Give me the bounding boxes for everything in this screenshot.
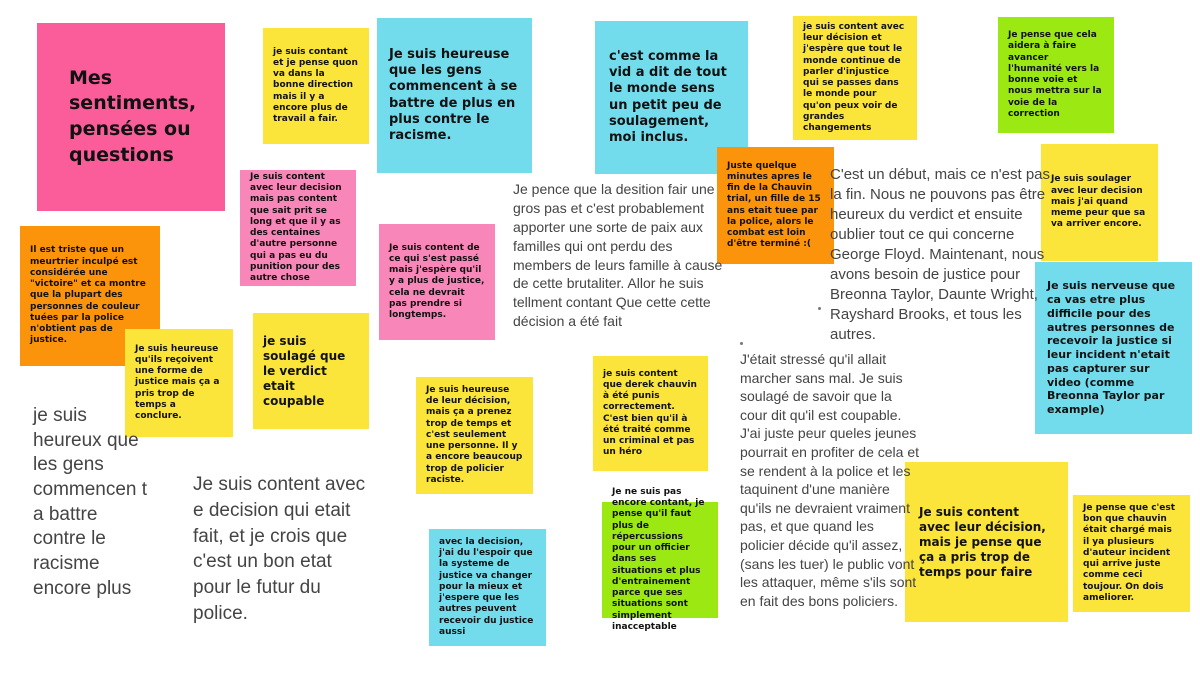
sticky-note[interactable]	[416, 377, 533, 494]
sticky-note[interactable]	[793, 16, 917, 140]
sticky-note-text: Je suis nerveuse que ca vas etre plus difficile pour des autres personnes de recevoir la justice si leur incident n'etait pas capturer sur video (comme Breonna Taylor par example)	[1047, 279, 1176, 416]
text-block-content: C'est un début, mais ce n'est pas la fin. Nous ne pouvons pas être heureux du verdict et ensuite oublier tout ce qui concerne George Floyd. Maintenant, nous avons besoin de justice pour Breonna Taylor, Daunte Wright, Rayshard Brooks, et tous les autres.	[830, 166, 1051, 343]
sticky-note-text: c'est comme la vid a dit de tout le monde sens un petit peu de soulagement, moi inclus.	[609, 48, 727, 145]
sticky-note[interactable]	[1035, 262, 1192, 434]
sticky-note-text: Je pense que c'est bon que chauvin était chargé mais il ya plusieurs d'auteur incident qui arrive juste comme ceci toujour. On dois ameliorer.	[1083, 502, 1176, 603]
sticky-note[interactable]	[593, 356, 708, 471]
sticky-note-text: Je pense que cela aidera à faire avancer l'humanité vers la bonne voie et nous mettra sur la voie de la correction	[1008, 30, 1102, 119]
sticky-note[interactable]	[263, 28, 369, 144]
sticky-note[interactable]	[429, 529, 546, 646]
sticky-note-text: Je suis soulager avec leur decision mais j'ai quand meme peur que sa va arriver encore.	[1051, 174, 1146, 230]
sticky-note-text: Je suis heureuse qu'ils reçoivent une forme de justice mais ça a pris trop de temps a conclure.	[135, 343, 220, 422]
sticky-note-text: Je suis content avec leur décision, mais je pense que ça a pris trop de temps pour faire	[919, 504, 1046, 579]
sticky-note[interactable]	[602, 486, 718, 632]
text-block-content: Je pence que la desition fair une gros pas et c'est probablement apporter une sorte de paix aux familles qui ont perdu des members de leurs famille à cause de cette brutaliter. Allor he suis tellment contant Que cette cette décision a été fait	[513, 181, 723, 330]
sticky-note[interactable]	[905, 462, 1068, 622]
stray-dot	[818, 307, 821, 310]
board-title: Mes sentiments, pensées ou questions	[69, 66, 197, 166]
sticky-note[interactable]	[1041, 144, 1158, 261]
sticky-note-text: Je ne suis pas encore contant, je pense qu'il faut plus de répercussions pour un officier dans ses situations et plus d'entrainement parce que ses situations sont simplement inacceptable	[612, 486, 705, 632]
sticky-note[interactable]	[379, 224, 495, 340]
sticky-note[interactable]	[253, 313, 369, 429]
sticky-note[interactable]	[998, 17, 1114, 133]
sticky-note-text: Je suis heureuse que les gens commencent à se battre de plus en plus contre le racisme.	[389, 46, 518, 143]
title-sticky-note[interactable]	[37, 23, 225, 211]
text-block[interactable]	[740, 350, 920, 611]
text-block-content: je suis heureux que les gens commencen t a battre contre le racisme encore plus	[33, 405, 148, 599]
text-block[interactable]	[830, 165, 1055, 344]
sticky-note[interactable]	[240, 170, 356, 286]
sticky-note-text: Il est triste que un meurtrier inculpé est considérée une "victoire" et ca montre que la plupart des personnes de couleur tuées par la police n'obtient pas de justice.	[30, 245, 146, 346]
sticky-note[interactable]	[717, 147, 834, 264]
sticky-note-text: Je suis content avec leur decision mais pas content que sait prit se long et que il y as des centaines d'autre personne qui a pas eu du punition pour des autre chose	[250, 171, 342, 283]
sticky-note-text: je suis contant et je pense quon va dans la bonne direction mais il y a encore plus de travail a fair.	[273, 46, 358, 125]
sticky-note[interactable]	[1073, 495, 1190, 612]
sticky-note[interactable]	[377, 18, 532, 173]
sticky-note-text: je suis content que derek chauvin à été punis correctement. C'est bien qu'il à été traité comme un criminal et pas un héro	[603, 368, 697, 458]
sticky-note-text: Je suis heureuse de leur décision, mais ça a prenez trop de temps et c'est seulement une personne. Il y a encore beaucoup trop de policier raciste.	[426, 384, 523, 485]
text-block-content: Je suis content avec e decision qui etait fait, et je crois que c'est un bon etat pour le futur du police.	[193, 474, 366, 625]
text-block[interactable]	[513, 180, 723, 331]
text-block-content: J'était stressé qu'il allait marcher sans mal. Je suis soulagé de savoir que la cour dit qu'il est coupable. J'ai juste peur queles jeunes pourrait en profiter de cela et se rendent à la police et les taquinent d'une manière qu'ils ne devraient vraiment pas, et que quand les policier décide qu'il assez, (sans les tuer) le public vont les attaquer, même s'ils sont en fait des bons policiers.	[740, 351, 919, 609]
sticky-note-text: je suis content avec leur décision et j'espère que tout le monde continue de parler d'injustice qui se passes dans le monde pour qu'on peux voir de grandes changements	[803, 21, 905, 133]
sticky-note-text: je suis soulagé que le verdict etait coupable	[263, 333, 346, 408]
sticky-note-text: Je suis content de ce qui s'est passé mais j'espère qu'il y a plus de justice, cela ne devrait pas prendre si longtemps.	[389, 242, 485, 321]
text-block[interactable]	[33, 404, 151, 602]
sticky-note-text: avec la decision, j'ai du l'espoir que la systeme de justice va changer pour la mieux et j'espere que les autres peuvent recevoir du justice aussi	[439, 536, 534, 637]
sticky-note-text: Juste quelque minutes apres le fin de la Chauvin trial, un fille de 15 ans etait tuee par la police, alors le combat est loin d'être terminé :(	[727, 160, 821, 250]
stray-dot	[740, 342, 743, 345]
text-block[interactable]	[193, 472, 373, 627]
